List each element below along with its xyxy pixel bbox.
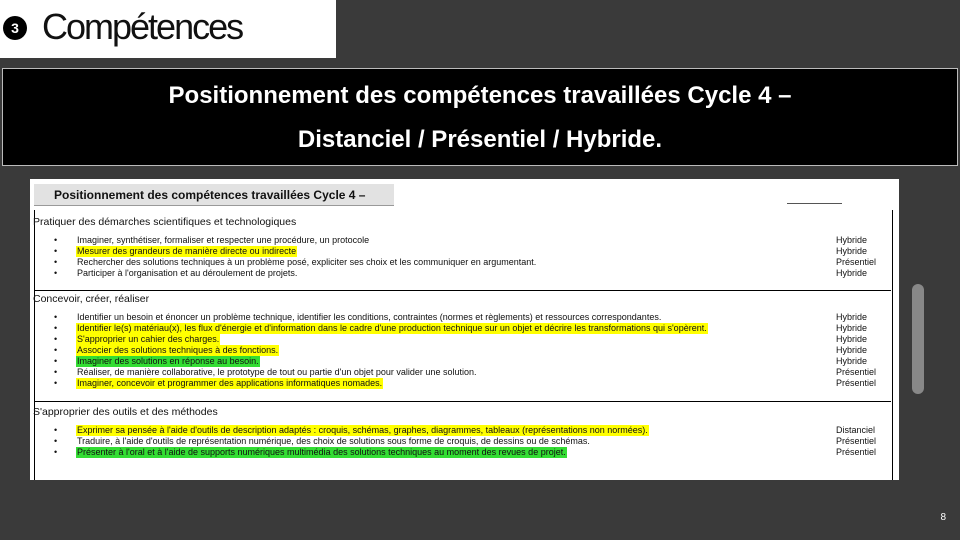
decorative-shape xyxy=(912,284,924,394)
competence-text: Présenter à l'oral et à l'aide de supports numériques multimédia des solutions techniques au moment des revues de projet. xyxy=(77,447,566,457)
bullet-icon: • xyxy=(54,425,58,435)
bullet-icon: • xyxy=(54,436,58,446)
bullet-icon: • xyxy=(54,257,58,267)
competence-text: Identifier le(s) matériau(x), les flux d'énergie et d'information dans le cadre d'une production technique sur un objet et décrire les transformations qui s'opèrent. xyxy=(77,323,707,333)
bullet-icon: • xyxy=(54,345,58,355)
section-divider xyxy=(34,401,891,402)
bullet-icon: • xyxy=(54,268,58,278)
document-header-rule xyxy=(787,203,842,204)
teaching-mode-label: Hybride xyxy=(836,334,868,344)
bullet-icon: • xyxy=(54,246,58,256)
teaching-mode-label: Présentiel xyxy=(836,378,877,388)
page-number: 8 xyxy=(940,512,946,523)
competence-text: Participer à l'organisation et au déroulement de projets. xyxy=(77,268,298,278)
competence-text: Traduire, à l'aide d'outils de représentation numérique, des choix de solutions sous forme de croquis, de dessins ou de schémas. xyxy=(77,436,590,446)
bullet-icon: • xyxy=(54,323,58,333)
section-heading: Concevoir, créer, réaliser xyxy=(33,293,150,305)
section-heading: S'approprier des outils et des méthodes xyxy=(33,406,218,418)
competence-text: S'approprier un cahier des charges. xyxy=(77,334,220,344)
header-bar xyxy=(0,0,336,58)
teaching-mode-label: Hybride xyxy=(836,356,868,366)
competence-text: Associer des solutions techniques à des fonctions. xyxy=(77,345,279,355)
teaching-mode-label: Présentiel xyxy=(836,436,877,446)
document-image xyxy=(30,179,899,480)
section-title: Compétences xyxy=(42,6,243,47)
bullet-icon: • xyxy=(54,312,58,322)
section-divider xyxy=(34,290,891,291)
teaching-mode-label: Hybride xyxy=(836,345,868,355)
competence-text: Imaginer des solutions en réponse au besoin. xyxy=(77,356,259,366)
bullet-icon: • xyxy=(54,378,58,388)
bullet-icon: • xyxy=(54,235,58,245)
teaching-mode-label: Hybride xyxy=(836,235,868,245)
teaching-mode-label: Présentiel xyxy=(836,447,877,457)
competence-text: Réaliser, de manière collaborative, le prototype de tout ou partie d'un objet pour valider une solution. xyxy=(77,367,477,377)
competence-text: Identifier un besoin et énoncer un problème technique, identifier les conditions, contraintes (normes et règlements) et ressources correspondantes. xyxy=(77,312,662,322)
teaching-mode-label: Présentiel xyxy=(836,367,877,377)
bullet-icon: • xyxy=(54,356,58,366)
teaching-mode-label: Hybride xyxy=(836,312,868,322)
slide-title-line-2: Distanciel / Présentiel / Hybride. xyxy=(297,126,663,153)
teaching-mode-label: Hybride xyxy=(836,323,868,333)
teaching-mode-label: Hybride xyxy=(836,246,868,256)
bullet-icon: • xyxy=(54,334,58,344)
slide-title-line-1: Positionnement des compétences travaillées Cycle 4 – xyxy=(168,82,792,109)
bullet-icon: • xyxy=(54,447,58,457)
teaching-mode-label: Présentiel xyxy=(836,257,877,267)
competence-text: Imaginer, concevoir et programmer des applications informatiques nomades. xyxy=(77,378,383,388)
document-header: Positionnement des compétences travaillées Cycle 4 – xyxy=(34,184,394,206)
slide-title xyxy=(2,68,958,166)
competence-text: Exprimer sa pensée à l'aide d'outils de description adaptés : croquis, schémas, graphes, diagrammes, tableaux (représentations non normées). xyxy=(77,425,648,435)
step-number-badge: 3 xyxy=(3,16,27,40)
competence-text: Rechercher des solutions techniques à un problème posé, expliciter ses choix et les communiquer en argumentant. xyxy=(77,257,537,267)
bullet-icon: • xyxy=(54,367,58,377)
competence-text: Mesurer des grandeurs de manière directe ou indirecte xyxy=(77,246,297,256)
section-heading: Pratiquer des démarches scientifiques et technologiques xyxy=(33,216,297,228)
competence-text: Imaginer, synthétiser, formaliser et respecter une procédure, un protocole xyxy=(77,235,370,245)
teaching-mode-label: Distanciel xyxy=(836,425,876,435)
teaching-mode-label: Hybride xyxy=(836,268,868,278)
